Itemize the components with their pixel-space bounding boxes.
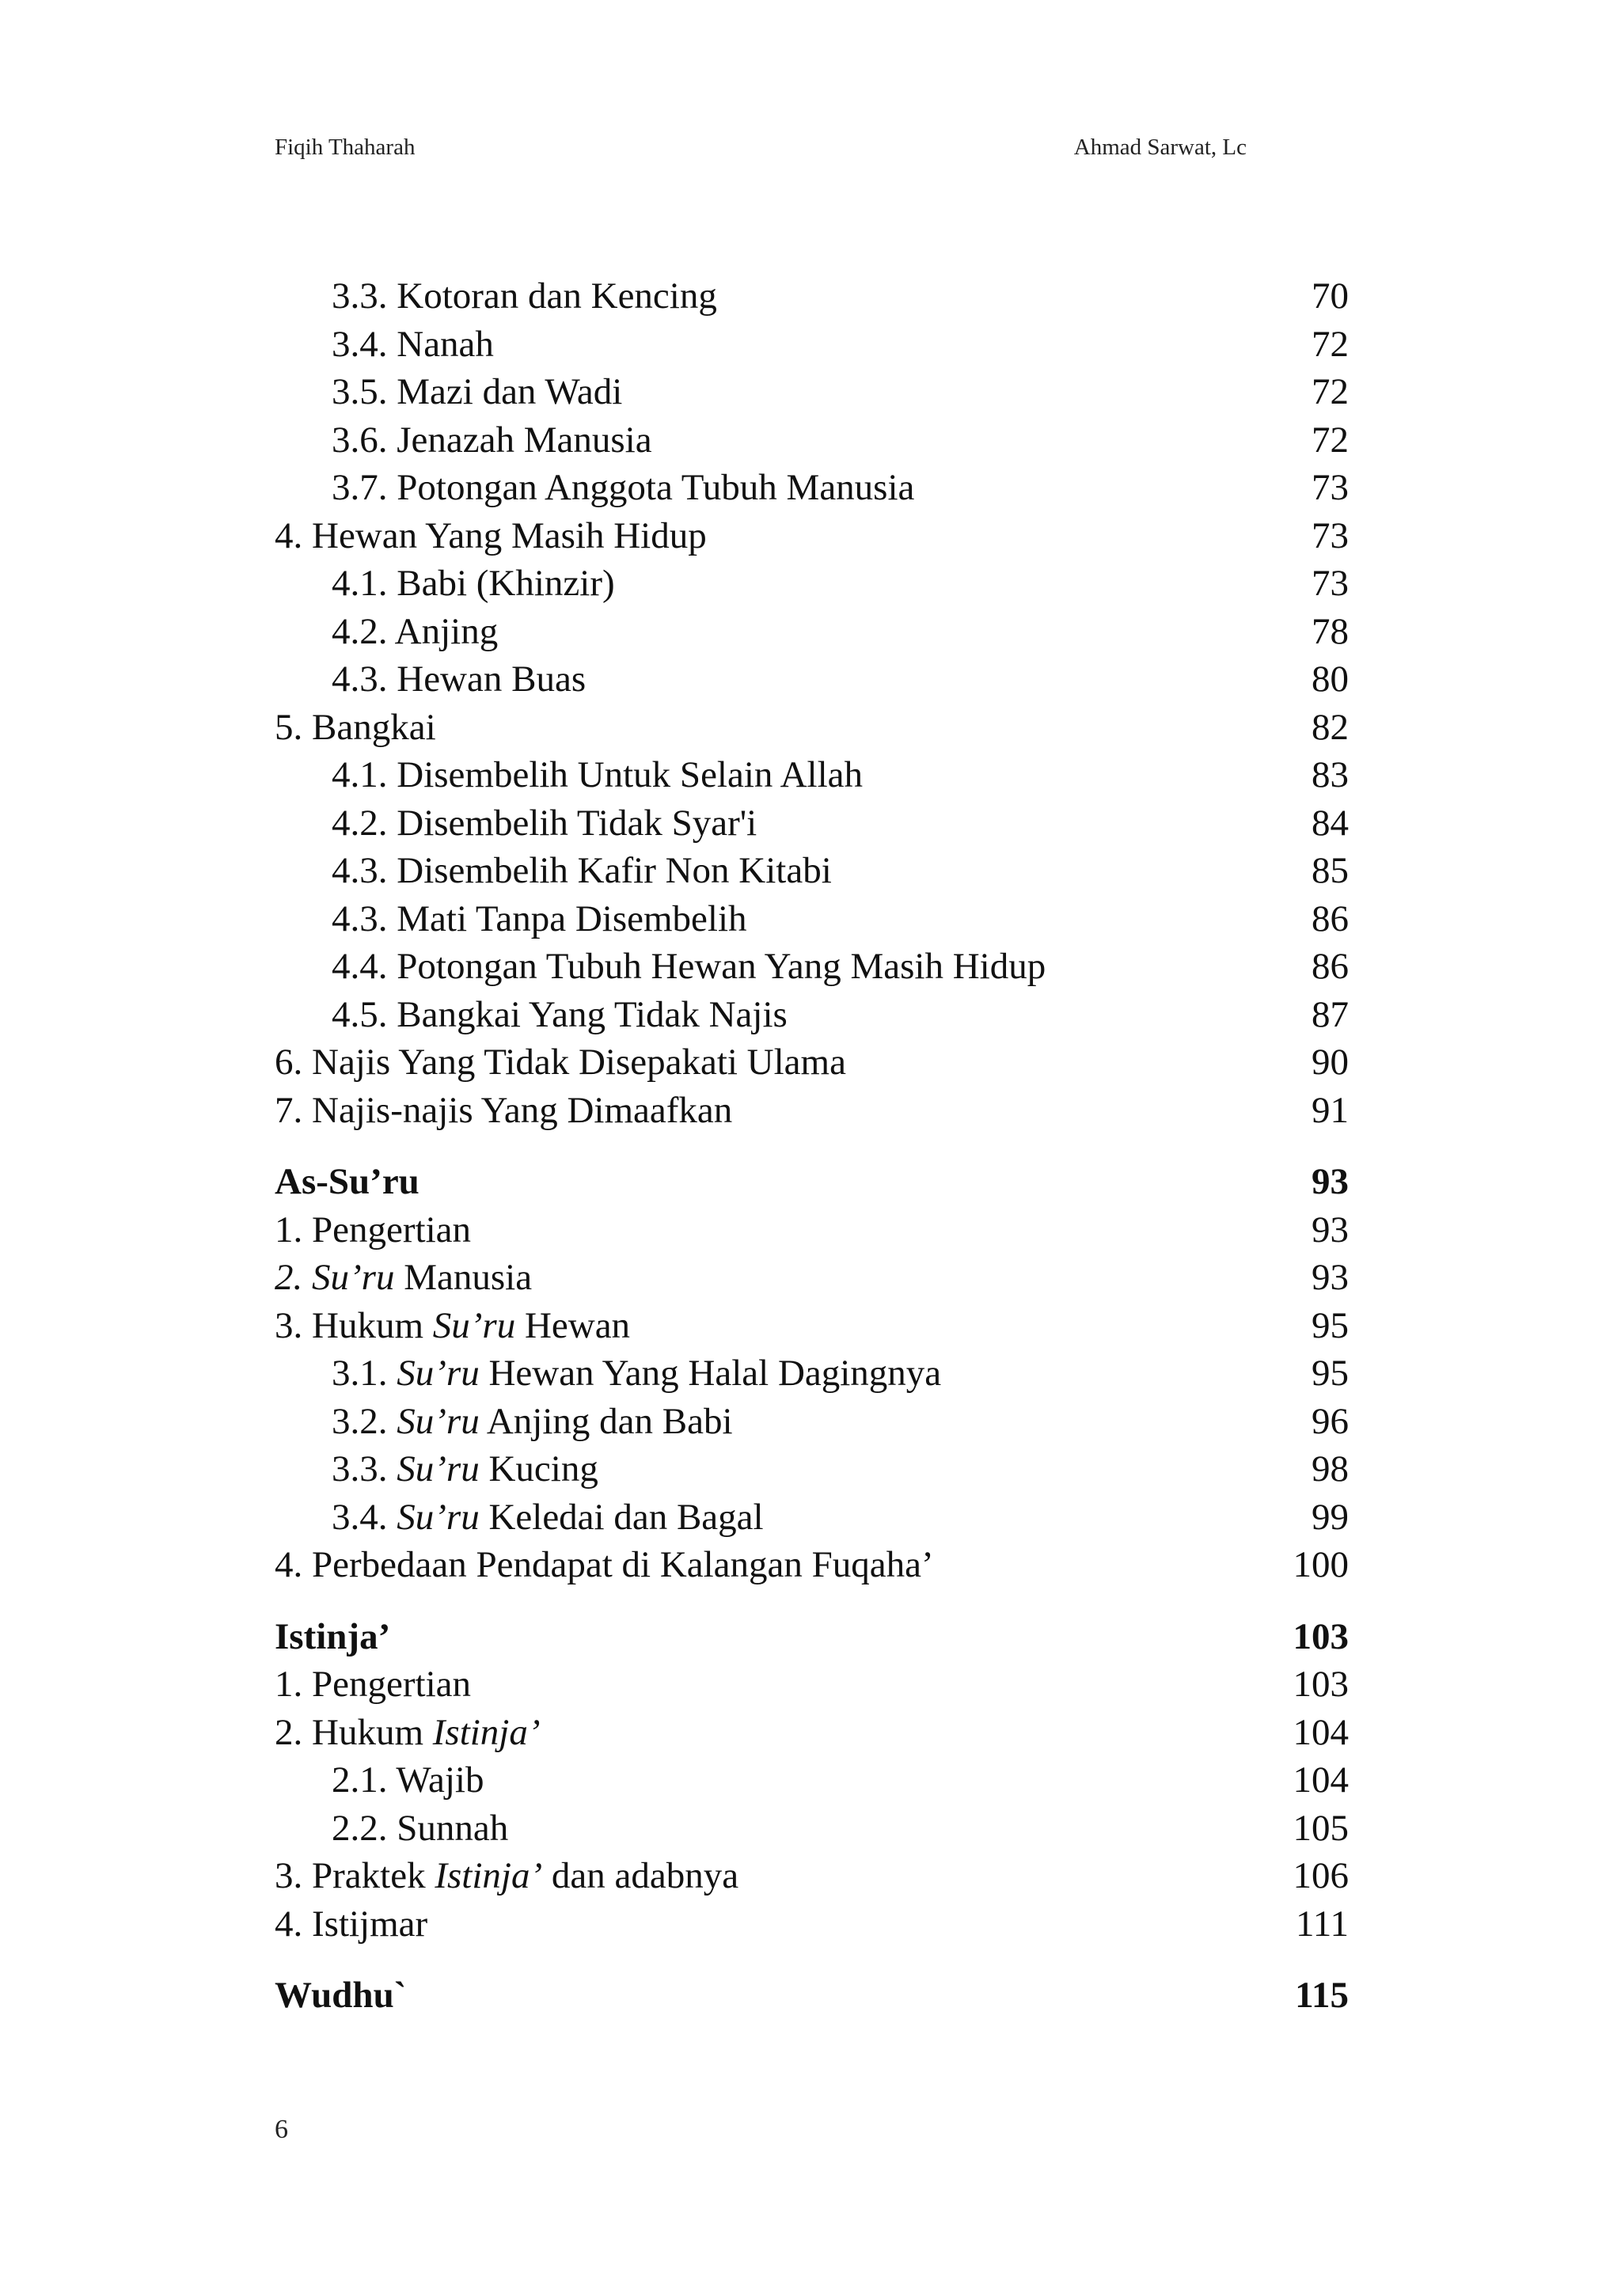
toc-entry-page: 103 <box>1293 1664 1349 1705</box>
toc-entry-page: 111 <box>1295 1903 1349 1945</box>
toc-entry-title: 2. Hukum Istinja’ <box>275 1711 541 1753</box>
toc-entry-page: 84 <box>1312 802 1349 844</box>
toc-entry <box>275 1349 1349 1398</box>
toc-entry-page: 72 <box>1312 323 1349 365</box>
toc-entry-title: 3.3. Su’ru Kucing <box>332 1448 598 1490</box>
toc-entry-title: 1. Pengertian <box>275 1209 471 1250</box>
toc-entry-italic-term: Su’ru <box>397 1400 480 1442</box>
toc-section-heading <box>275 1158 1349 1206</box>
toc-entry <box>275 1852 1349 1900</box>
toc-entry-page: 91 <box>1312 1089 1349 1131</box>
toc-entry-page: 73 <box>1312 563 1349 604</box>
toc-entry-page: 95 <box>1312 1304 1349 1346</box>
toc-entry-page: 93 <box>1312 1161 1349 1202</box>
toc-entry-title: 3.4. Su’ru Keledai dan Bagal <box>332 1496 764 1538</box>
toc-entry-page: 70 <box>1312 275 1349 317</box>
toc-entry <box>275 1087 1349 1135</box>
toc-entry-page: 72 <box>1312 419 1349 461</box>
toc-entry-title: 3.1. Su’ru Hewan Yang Halal Dagingnya <box>332 1353 942 1394</box>
toc-entry-title: 4.1. Babi (Khinzir) <box>332 563 615 604</box>
toc-entry-page: 99 <box>1312 1496 1349 1538</box>
toc-entry <box>275 1302 1349 1350</box>
toc-entry-page: 78 <box>1312 610 1349 652</box>
toc-entry-page: 103 <box>1293 1615 1349 1657</box>
toc-entry <box>275 1445 1349 1493</box>
toc-entry-title: 3.4. Nanah <box>332 323 494 365</box>
toc-entry-page: 87 <box>1312 993 1349 1035</box>
toc-entry <box>275 1709 1349 1757</box>
author-name: Ahmad Sarwat, Lc <box>1073 135 1247 160</box>
toc-entry-title: 4.3. Mati Tanpa Disembelih <box>332 898 747 939</box>
toc-entry <box>275 1038 1349 1087</box>
toc-entry-title: 4.2. Anjing <box>332 610 499 652</box>
page-number: 6 <box>275 2115 288 2144</box>
toc-entry <box>275 272 1349 321</box>
toc-entry-italic-term: Su’ru <box>397 1353 480 1394</box>
toc-entry-title: 1. Pengertian <box>275 1664 471 1705</box>
toc-entry-title: 3. Hukum Su’ru Hewan <box>275 1304 631 1346</box>
toc-entry-page: 115 <box>1295 1975 1349 2016</box>
toc-entry-page: 72 <box>1312 371 1349 412</box>
toc-entry <box>275 799 1349 848</box>
toc-entry-page: 106 <box>1293 1855 1349 1896</box>
toc-entry-title: 4.4. Potongan Tubuh Hewan Yang Masih Hidup <box>332 946 1046 987</box>
toc-entry-page: 73 <box>1312 467 1349 508</box>
toc-entry <box>275 1206 1349 1254</box>
toc-entry-page: 83 <box>1312 754 1349 795</box>
toc-entry-page: 105 <box>1293 1807 1349 1849</box>
toc-entry-title: 6. Najis Yang Tidak Disepakati Ulama <box>275 1042 846 1083</box>
toc-entry-title: 3.6. Jenazah Manusia <box>332 419 652 461</box>
toc-entry-title: 4.5. Bangkai Yang Tidak Najis <box>332 993 788 1035</box>
toc-entry <box>275 560 1349 608</box>
toc-entry <box>275 751 1349 799</box>
toc-entry-title: 4. Istijmar <box>275 1903 428 1945</box>
toc-entry-italic-term: 2. Su’ru <box>275 1257 395 1298</box>
toc-entry-title: 2. Su’ru Manusia <box>275 1257 533 1298</box>
toc-entry-page: 86 <box>1312 946 1349 987</box>
toc-entry-page: 104 <box>1293 1759 1349 1801</box>
toc-entry <box>275 368 1349 416</box>
toc-entry-page: 85 <box>1312 850 1349 891</box>
toc-entry <box>275 416 1349 465</box>
toc-section-heading <box>275 1613 1349 1661</box>
toc-entry <box>275 321 1349 369</box>
toc-entry-title: 2.2. Sunnah <box>332 1807 509 1849</box>
toc-entry-title: 3.5. Mazi dan Wadi <box>332 371 623 412</box>
book-title: Fiqih Thaharah <box>275 135 416 160</box>
toc-entry-italic-term: Istinja’ <box>432 1711 541 1753</box>
table-of-contents <box>275 272 1349 2020</box>
toc-entry-page: 80 <box>1312 658 1349 700</box>
toc-entry <box>275 991 1349 1039</box>
toc-entry-title: Wudhu` <box>275 1975 407 2016</box>
toc-entry-page: 104 <box>1293 1711 1349 1753</box>
toc-entry-title: 4.3. Hewan Buas <box>332 658 587 700</box>
toc-entry-title: Istinja’ <box>275 1615 391 1657</box>
toc-entry <box>275 847 1349 895</box>
toc-entry <box>275 895 1349 943</box>
toc-entry-title: As-Su’ru <box>275 1161 419 1202</box>
toc-entry-title: 3.3. Kotoran dan Kencing <box>332 275 717 317</box>
toc-entry-title: 4.1. Disembelih Untuk Selain Allah <box>332 754 863 795</box>
toc-entry <box>275 1660 1349 1709</box>
toc-entry-title: 3.2. Su’ru Anjing dan Babi <box>332 1400 733 1442</box>
toc-entry-title: 3. Praktek Istinja’ dan adabnya <box>275 1855 739 1896</box>
toc-entry-title: 7. Najis-najis Yang Dimaafkan <box>275 1089 733 1131</box>
toc-entry-page: 82 <box>1312 706 1349 748</box>
toc-entry-title: 4.3. Disembelih Kafir Non Kitabi <box>332 850 832 891</box>
toc-entry <box>275 608 1349 656</box>
toc-entry <box>275 1398 1349 1446</box>
toc-entry <box>275 943 1349 991</box>
toc-entry-page: 90 <box>1312 1042 1349 1083</box>
toc-entry-page: 98 <box>1312 1448 1349 1490</box>
toc-entry-page: 93 <box>1312 1209 1349 1250</box>
toc-entry <box>275 1541 1349 1589</box>
toc-entry-title: 4. Hewan Yang Masih Hidup <box>275 514 707 556</box>
toc-entry <box>275 1493 1349 1542</box>
toc-entry-title: 2.1. Wajib <box>332 1759 484 1801</box>
toc-entry-italic-term: Su’ru <box>397 1448 480 1490</box>
toc-section-heading <box>275 1972 1349 2020</box>
toc-entry-title: 5. Bangkai <box>275 706 436 748</box>
toc-entry-page: 73 <box>1312 514 1349 556</box>
toc-entry-italic-term: Su’ru <box>397 1496 480 1538</box>
toc-entry-title: 4. Perbedaan Pendapat di Kalangan Fuqaha’ <box>275 1544 934 1585</box>
toc-entry-title: 3.7. Potongan Anggota Tubuh Manusia <box>332 467 915 508</box>
toc-entry-page: 96 <box>1312 1400 1349 1442</box>
toc-entry-page: 100 <box>1293 1544 1349 1585</box>
toc-entry <box>275 655 1349 704</box>
toc-entry <box>275 1900 1349 1949</box>
toc-entry-page: 86 <box>1312 898 1349 939</box>
toc-entry-italic-term: Istinja’ <box>435 1855 543 1896</box>
running-header <box>275 135 1247 169</box>
toc-entry-page: 93 <box>1312 1257 1349 1298</box>
toc-entry <box>275 1805 1349 1853</box>
toc-entry-italic-term: Su’ru <box>432 1304 516 1346</box>
toc-entry <box>275 512 1349 560</box>
toc-entry-title: 4.2. Disembelih Tidak Syar'i <box>332 802 757 844</box>
toc-entry <box>275 1254 1349 1302</box>
toc-entry-page: 95 <box>1312 1353 1349 1394</box>
toc-entry <box>275 704 1349 752</box>
toc-entry <box>275 1756 1349 1805</box>
toc-entry <box>275 464 1349 512</box>
